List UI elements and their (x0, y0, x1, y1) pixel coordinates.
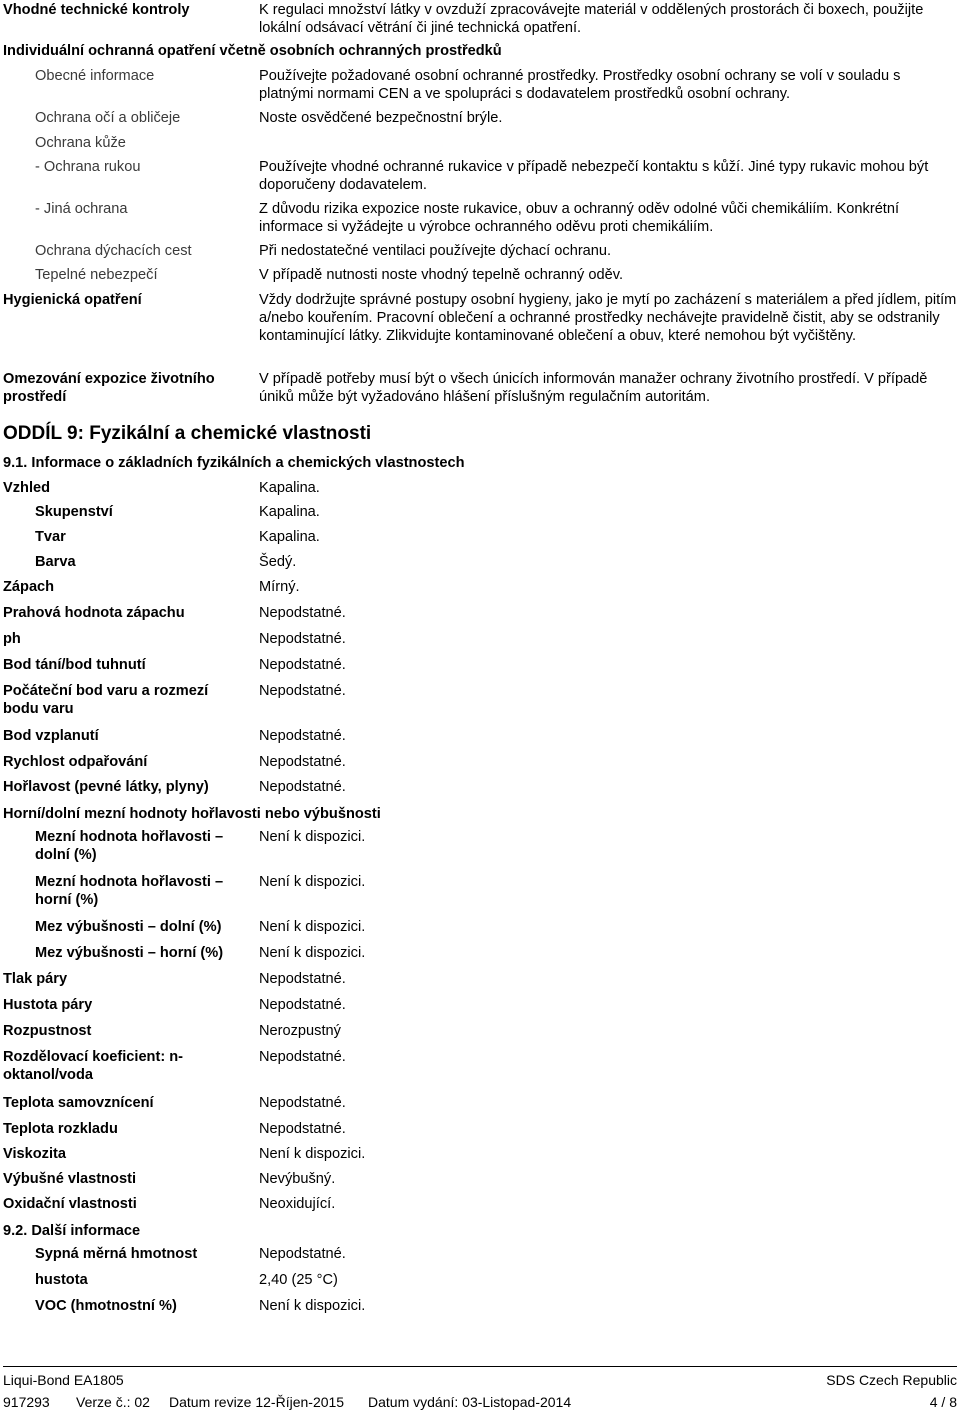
property-value: Nepodstatné. (259, 1246, 346, 1262)
hand-protection-text: Používejte vhodné ochranné rukavice v případě nebezpečí kontaktu s kůží. Jiné typy rukavic mohou být doporučeny dodavatelem. (259, 159, 929, 193)
property-value: Kapalina. (259, 529, 320, 545)
skin-protection-label: Ochrana kůže (35, 135, 126, 151)
general-info-text: Používejte požadované osobní ochranné prostředky. Prostředky osobní ochrany se volí v souladu s platnými normami CEN a ve spolupráci s dodavatelem prostředků osobní ochrany. (259, 68, 901, 102)
property-value: Nepodstatné. (259, 997, 346, 1013)
footer-divider (3, 1366, 957, 1367)
property-label: Mezní hodnota hořlavosti – dolní (%) (35, 829, 224, 863)
property-value: Nepodstatné. (259, 683, 346, 699)
ppe-heading: Individuální ochranná opatření včetně osobních ochranných prostředků (3, 43, 502, 59)
property-value: Nepodstatné. (259, 1095, 346, 1111)
property-label: Hořlavost (pevné látky, plyny) (3, 779, 209, 795)
subsection-92-heading: 9.2. Další informace (3, 1223, 141, 1239)
property-value: Nepodstatné. (259, 971, 346, 987)
property-label: Skupenství (35, 504, 113, 520)
footer-product: Liqui-Bond EA1805 (3, 1372, 124, 1388)
property-value: Není k dispozici. (259, 1146, 366, 1162)
property-label: hustota (35, 1272, 88, 1288)
property-value: Nepodstatné. (259, 1121, 346, 1137)
property-label: Oxidační vlastnosti (3, 1196, 137, 1212)
property-label: Rozpustnost (3, 1023, 92, 1039)
property-value: Nepodstatné. (259, 605, 346, 621)
eye-protection-text: Noste osvědčené bezpečnostní brýle. (259, 110, 503, 126)
property-value: 2,40 (25 °C) (259, 1272, 338, 1288)
respiratory-protection-text: Při nedostatečné ventilaci používejte dýchací ochranu. (259, 243, 612, 259)
property-value: Nepodstatné. (259, 779, 346, 795)
property-label: Vzhled (3, 480, 51, 496)
property-label: VOC (hmotnostní %) (35, 1298, 177, 1314)
footer-page-number: 4 / 8 (929, 1394, 957, 1410)
general-info-label: Obecné informace (35, 68, 155, 84)
property-label: Počáteční bod varu a rozmezí bodu varu (3, 683, 209, 717)
property-label: Tvar (35, 529, 66, 545)
property-label: Sypná měrná hmotnost (35, 1246, 198, 1262)
property-label: Zápach (3, 579, 55, 595)
limits-heading: Horní/dolní mezní hodnoty hořlavosti nebo výbušnosti (3, 806, 381, 822)
property-label: Mez výbušnosti – horní (%) (35, 945, 224, 961)
property-value: Není k dispozici. (259, 1298, 366, 1314)
property-label: Tlak páry (3, 971, 68, 987)
property-label: Bod vzplanutí (3, 728, 99, 744)
tech-controls-text: K regulaci množství látky v ovzduží zpracovávejte materiál v oddělených prostorách či boxech, použijte lokální odsávací větrání či jiné technická opatření. (259, 2, 924, 36)
property-label: Rozdělovací koeficient: n-oktanol/voda (3, 1049, 184, 1083)
property-label: Teplota rozkladu (3, 1121, 118, 1137)
section9-title: ODDÍL 9: Fyzikální a chemické vlastnosti (3, 423, 372, 444)
property-value: Není k dispozici. (259, 945, 366, 961)
env-exposure-label: Omezování expozice životního prostředí (3, 371, 215, 405)
property-label: Bod tání/bod tuhnutí (3, 657, 146, 673)
property-label: Hustota páry (3, 997, 93, 1013)
property-label: Prahová hodnota zápachu (3, 605, 185, 621)
other-protection-text: Z důvodu rizika expozice noste rukavice, obuv a ochranný oděv odolné vůči chemikáliím. Konkrétní informace si vyžádejte u výrobce ochranného oděvu proti chemikáliím. (259, 201, 900, 235)
property-label: Výbušné vlastnosti (3, 1171, 137, 1187)
tech-controls-label: Vhodné technické kontroly (3, 2, 190, 18)
property-value: Neoxidující. (259, 1196, 336, 1212)
property-label: Teplota samovznícení (3, 1095, 154, 1111)
footer-code: 917293 (3, 1394, 50, 1410)
property-value: Není k dispozici. (259, 919, 366, 935)
hygiene-label: Hygienická opatření (3, 292, 142, 308)
hand-protection-label: - Ochrana rukou (35, 159, 141, 175)
property-value: Nepodstatné. (259, 657, 346, 673)
footer-issue-date: Datum vydání: 03-Listopad-2014 (368, 1394, 572, 1410)
property-label: Rychlost odpařování (3, 754, 148, 770)
property-value: Nepodstatné. (259, 728, 346, 744)
property-value: Kapalina. (259, 480, 320, 496)
hygiene-text: Vždy dodržujte správné postupy osobní hygieny, jako je mytí po zacházení s materiálem a před jídlem, pitím a/nebo kouřením. Pracovní oblečení a ochranné prostředky nechávejte pravidelně čistit, aby se odstranily kontaminující látky. Zlikvidujte kontaminované oblečení a obuv, které nemohou být vyčištěny. (259, 292, 957, 344)
eye-protection-label: Ochrana očí a obličeje (35, 110, 181, 126)
property-value: Nevýbušný. (259, 1171, 336, 1187)
footer-version: Verze č.: 02 (76, 1394, 150, 1410)
thermal-hazard-text: V případě nutnosti noste vhodný tepelně ochranný oděv. (259, 267, 624, 283)
other-protection-label: - Jiná ochrana (35, 201, 128, 217)
property-label: Viskozita (3, 1146, 66, 1162)
thermal-hazard-label: Tepelné nebezpečí (35, 267, 158, 283)
subsection-91-heading: 9.1. Informace o základních fyzikálních a chemických vlastnostech (3, 455, 465, 471)
property-label: ph (3, 631, 21, 647)
property-value: Nepodstatné. (259, 1049, 346, 1065)
property-value: Není k dispozici. (259, 829, 366, 845)
property-value: Není k dispozici. (259, 874, 366, 890)
property-value: Nepodstatné. (259, 631, 346, 647)
property-value: Mírný. (259, 579, 300, 595)
property-value: Nerozpustný (259, 1023, 341, 1039)
property-value: Kapalina. (259, 504, 320, 520)
footer-revision-date: Datum revize 12-Říjen-2015 (169, 1394, 345, 1410)
footer-region: SDS Czech Republic (826, 1372, 957, 1388)
property-value: Nepodstatné. (259, 754, 346, 770)
property-label: Mezní hodnota hořlavosti – horní (%) (35, 874, 224, 908)
property-value: Šedý. (259, 554, 297, 570)
property-label: Mez výbušnosti – dolní (%) (35, 919, 222, 935)
respiratory-protection-label: Ochrana dýchacích cest (35, 243, 192, 259)
property-label: Barva (35, 554, 76, 570)
env-exposure-text: V případě potřeby musí být o všech únicích informován manažer ochrany životního prostředí. V případě úniků může být vyžadováno hlášení příslušným regulačním autoritám. (259, 371, 928, 405)
